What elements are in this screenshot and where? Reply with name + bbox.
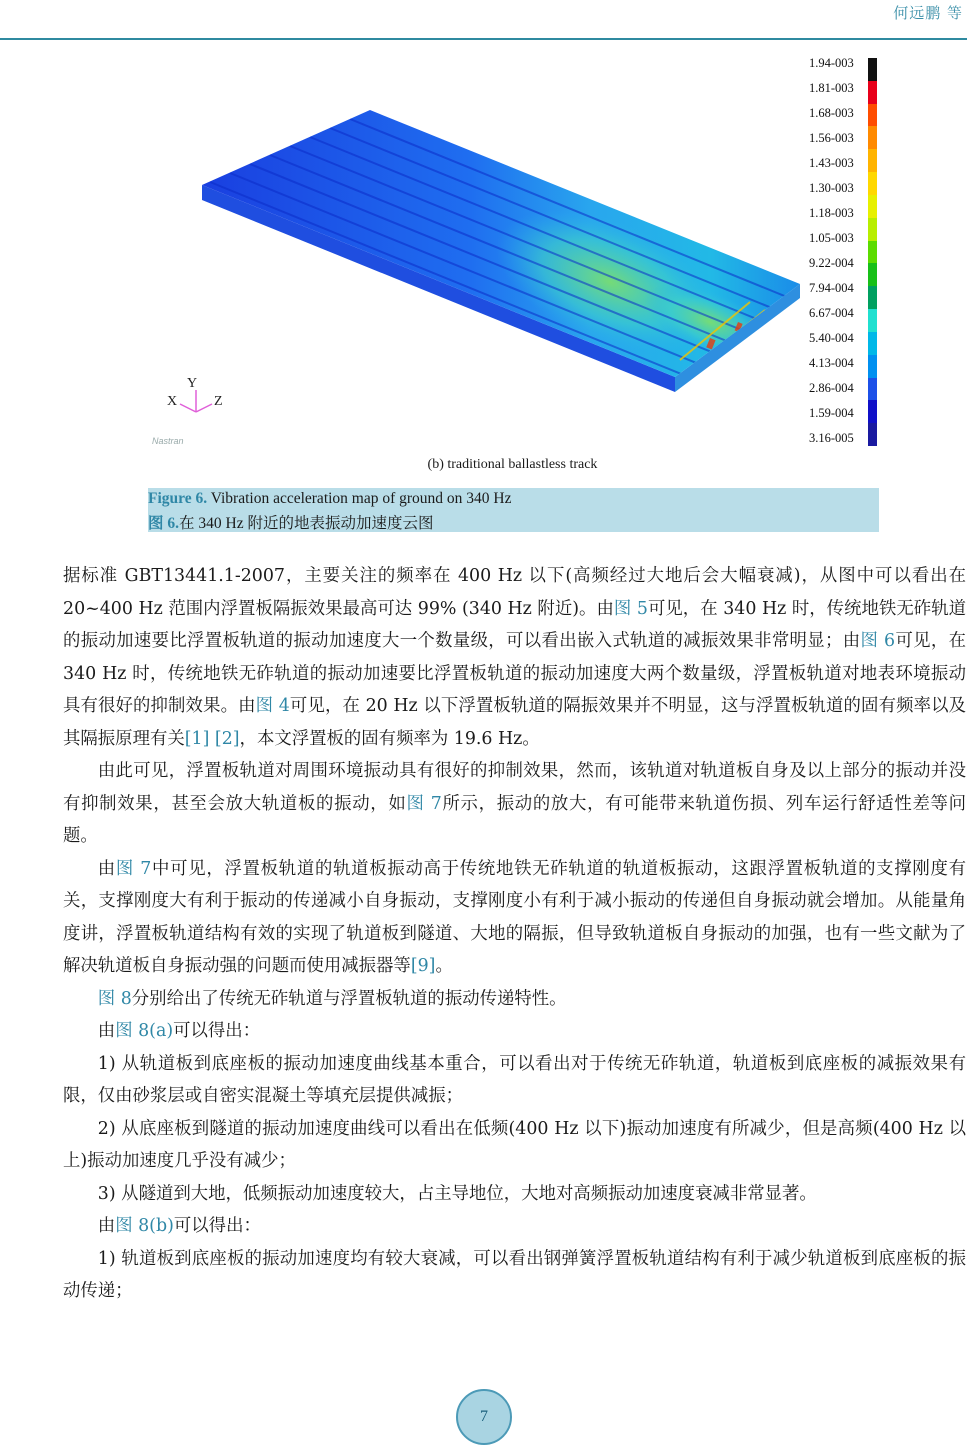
body-paragraph <box>63 1048 966 1113</box>
colorbar-segment <box>868 195 877 218</box>
colorbar-label: 9.22-004 <box>809 256 854 270</box>
caption-english <box>148 490 512 508</box>
colorbar-label: 1.81-003 <box>809 81 854 95</box>
colorbar-label: 7.94-004 <box>809 281 854 295</box>
contour-figure <box>150 52 880 452</box>
colorbar-segment <box>868 309 877 332</box>
colorbar-label: 1.59-004 <box>809 406 854 420</box>
colorbar-label: 6.67-004 <box>809 306 854 320</box>
citation-link[interactable]: 图 5 <box>613 598 648 619</box>
axis-x-label: X <box>167 394 178 409</box>
vibration-contour-map <box>150 52 880 452</box>
colorbar-label: 5.40-004 <box>809 331 854 345</box>
colorbar-segment <box>868 172 877 195</box>
figure-subcaption: (b) traditional ballastless track <box>427 457 598 472</box>
citation-link[interactable]: [9] <box>410 956 436 976</box>
axis-z-label: Z <box>214 394 223 409</box>
colorbar-segment <box>868 286 877 309</box>
colorbar-segment <box>868 263 877 286</box>
caption-chinese <box>148 511 433 533</box>
colorbar-segment <box>868 218 877 241</box>
caption-chinese-text: 在 340 Hz 附近的地表振动加速度云图 <box>179 515 434 532</box>
paragraph-text: 1) 从轨道板到底座板的振动加速度曲线基本重合，可以看出对于传统无砟轨道，轨道板到底座板的减振效果有限，仅由砂浆层或自密实混凝土等填充层提供减振； <box>63 1053 966 1106</box>
paragraph-text: 。 <box>435 956 453 976</box>
colorbar-segment <box>868 355 877 378</box>
colorbar-segment <box>868 149 877 172</box>
caption-english-tag: Figure 6. <box>148 490 208 507</box>
paragraph-text: 中可见，浮置板轨道的轨道板振动高于传统地铁无砟轨道的轨道板振动，这跟浮置板轨道的支撑刚度有关，支撑刚度大有利于振动的传递减小自身振动，支撑刚度小有利于减小振动的传递但自身振动就会增加。从能量角度讲，浮置板轨道结构有效的实现了轨道板到隧道、大地的隔振，但导致轨道板自身振动的加强，也有一些文献为了解决轨道板自身振动强的问题而使用减振器等 <box>63 858 966 976</box>
page-header-author: 何远鹏 等 <box>893 4 963 22</box>
paragraph-text: 由 <box>97 1216 116 1236</box>
body-paragraph <box>63 853 966 983</box>
axis-triad <box>180 390 212 412</box>
paragraph-text: 可以得出： <box>173 1021 261 1041</box>
body-paragraph <box>63 983 966 1016</box>
watermark-logo: Nastran <box>152 436 184 446</box>
colorbar-segment <box>868 378 877 401</box>
body-paragraph <box>63 1210 966 1243</box>
paragraph-text: ，本文浮置板的固有频率为 19.6 Hz。 <box>239 728 540 749</box>
paragraph-text: 据标准 GBT13441.1-2007，主要关注的频率在 400 Hz 以下(高频经过大地后会大幅衰减)，从图中可以看出在 20~400 Hz 范围内浮置板隔振效果最高可达 99% (340 Hz 附近)。由 <box>63 566 966 619</box>
paragraph-text: 所示，振动的放大，有可能带来轨道伤损、列车运行舒适性差等问题。 <box>63 793 966 846</box>
paragraph-text: 由 <box>97 1021 116 1041</box>
paragraph-text: 由此可见，浮置板轨道对周围环境振动具有很好的抑制效果，然而，该轨道对轨道板自身及以上部分的振动并没有抑制效果，甚至会放大轨道板的振动，如 <box>63 761 966 814</box>
colorbar-segment <box>868 241 877 264</box>
citation-link[interactable]: 图 4 <box>255 696 290 716</box>
colorbar-strip <box>868 58 877 446</box>
citation-link[interactable]: 图 8(a) <box>115 1021 174 1041</box>
colorbar-segment <box>868 126 877 149</box>
caption-english-text: Vibration acceleration map of ground on 340 Hz <box>207 490 512 507</box>
colorbar-label: 1.68-003 <box>809 106 854 120</box>
colorbar-segment <box>868 81 877 104</box>
citation-link[interactable]: 图 8(b) <box>115 1216 174 1236</box>
colorbar-label: 1.56-003 <box>809 131 854 145</box>
colorbar-label: 1.05-003 <box>809 231 854 245</box>
colorbar-segment <box>868 332 877 355</box>
citation-link[interactable]: 图 8 <box>97 988 132 1009</box>
paragraph-text: 可见，在 20 Hz 以下浮置板轨道的隔振效果并不明显，这与浮置板轨道的固有频率以及其隔振原理有关 <box>63 696 966 749</box>
paragraph-text: 由 <box>97 858 116 879</box>
colorbar-segment <box>868 423 877 446</box>
figure-caption <box>148 488 879 532</box>
header-rule <box>0 38 967 40</box>
citation-link[interactable]: [1] [2] <box>184 728 240 749</box>
paragraph-text: 可见，在 340 Hz 时，传统地铁无砟轨道的振动加速要比浮置板轨道的振动加速度大两个数量级，浮置板轨道对地表环境振动具有很好的抑制效果。由 <box>63 631 966 716</box>
paragraph-text: 可见，在 340 Hz 时，传统地铁无砟轨道的振动加速要比浮置板轨道的振动加速度大一个数量级，可以看出嵌入式轨道的减振效果非常明显；由 <box>63 598 967 651</box>
body-paragraph <box>63 560 966 755</box>
body-paragraph <box>63 1178 966 1211</box>
colorbar-label: 4.13-004 <box>809 356 854 370</box>
colorbar-label: 2.86-004 <box>809 381 854 395</box>
citation-link[interactable]: 图 6 <box>860 631 896 651</box>
body-paragraph <box>63 755 966 853</box>
colorbar-label: 1.18-003 <box>809 206 854 220</box>
body-text <box>63 560 966 1308</box>
body-paragraph <box>63 1243 966 1308</box>
colorbar-segment <box>868 58 877 81</box>
paragraph-text: 1) 轨道板到底座板的振动加速度均有较大衰减，可以看出钢弹簧浮置板轨道结构有利于减少轨道板到底座板的振动传递； <box>63 1248 966 1301</box>
paragraph-text: 3) 从隧道到大地，低频振动加速度较大，占主导地位，大地对高频振动加速度衰减非常显著。 <box>97 1183 817 1204</box>
colorbar-label: 3.16-005 <box>809 431 854 445</box>
body-paragraph <box>63 1113 966 1178</box>
paragraph-text: 可以得出： <box>173 1216 261 1236</box>
paragraph-text: 分别给出了传统无砟轨道与浮置板轨道的振动传递特性。 <box>131 988 567 1009</box>
page-number: 7 <box>456 1389 512 1445</box>
colorbar-label: 1.43-003 <box>809 156 854 170</box>
citation-link[interactable]: 图 7 <box>115 858 152 879</box>
colorbar-label: 1.94-003 <box>809 56 854 70</box>
colorbar-segment <box>868 400 877 423</box>
axis-y-label: Y <box>187 376 198 391</box>
caption-chinese-tag: 图 6. <box>148 515 180 532</box>
citation-link[interactable]: 图 7 <box>406 793 442 814</box>
paragraph-text: 2) 从底座板到隧道的振动加速度曲线可以看出在低频(400 Hz 以下)振动加速度有所减少，但是高频(400 Hz 以上)振动加速度几乎没有减少； <box>63 1118 966 1171</box>
body-paragraph <box>63 1015 966 1048</box>
colorbar-segment <box>868 104 877 127</box>
colorbar-label: 1.30-003 <box>809 181 854 195</box>
